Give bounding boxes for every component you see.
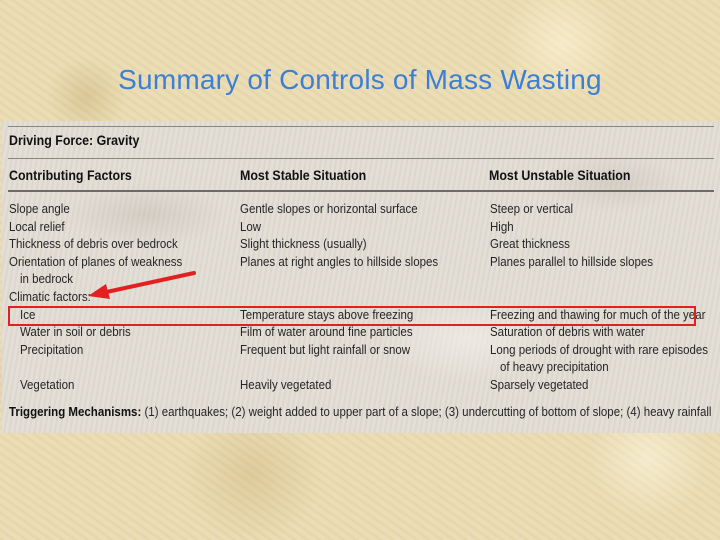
factor-cell: Local relief <box>9 220 65 234</box>
unstable-cell: Freezing and thawing for much of the year <box>490 308 706 322</box>
table-rule <box>8 158 714 159</box>
unstable-cell: Sparsely vegetated <box>490 378 589 392</box>
header-most-stable: Most Stable Situation <box>240 168 367 183</box>
stable-cell: Temperature stays above freezing <box>240 308 414 322</box>
stable-cell: Frequent but light rainfall or snow <box>240 343 411 357</box>
factor-cell: Thickness of debris over bedrock <box>9 237 178 251</box>
unstable-cell: Long periods of drought with rare episodes <box>490 343 709 357</box>
stable-cell: Film of water around fine particles <box>240 325 413 339</box>
factor-cell: Vegetation <box>20 378 75 392</box>
factor-cell: Precipitation <box>20 343 84 357</box>
red-arrow-icon <box>86 269 198 301</box>
unstable-cell: of heavy precipitation <box>500 360 609 374</box>
unstable-cell: High <box>490 220 514 234</box>
unstable-cell: Steep or vertical <box>490 202 574 216</box>
factor-cell: Orientation of planes of weakness <box>9 255 183 269</box>
header-most-unstable: Most Unstable Situation <box>489 168 631 183</box>
driving-force-label: Driving Force: Gravity <box>9 133 140 148</box>
stable-cell: Gentle slopes or horizontal surface <box>240 202 418 216</box>
stable-cell: Planes at right angles to hillside slopes <box>240 255 439 269</box>
factor-cell: Climatic factors: <box>9 290 91 304</box>
page-title: Summary of Controls of Mass Wasting <box>118 64 602 95</box>
header-contributing-factors: Contributing Factors <box>9 168 132 183</box>
factor-cell: Water in soil or debris <box>20 325 131 339</box>
triggering-text: (1) earthquakes; (2) weight added to upper part of a slope; (3) undercutting of bottom of slope; (4) heavy rainfall <box>141 405 712 419</box>
unstable-cell: Saturation of debris with water <box>490 325 645 339</box>
ice-row-highlight <box>8 306 696 326</box>
factor-cell: Slope angle <box>9 202 70 216</box>
triggering-label: Triggering Mechanisms: <box>9 405 142 419</box>
stable-cell: Low <box>240 220 262 234</box>
factor-cell: in bedrock <box>20 272 74 286</box>
header-rule <box>8 190 714 192</box>
table-top-rule <box>8 126 714 127</box>
triggering-mechanisms <box>9 405 711 419</box>
unstable-cell: Planes parallel to hillside slopes <box>490 255 654 269</box>
unstable-cell: Great thickness <box>490 237 570 251</box>
controls-table <box>2 121 720 433</box>
stable-cell: Heavily vegetated <box>240 378 332 392</box>
stable-cell: Slight thickness (usually) <box>240 237 367 251</box>
factor-cell: Ice <box>20 308 36 322</box>
